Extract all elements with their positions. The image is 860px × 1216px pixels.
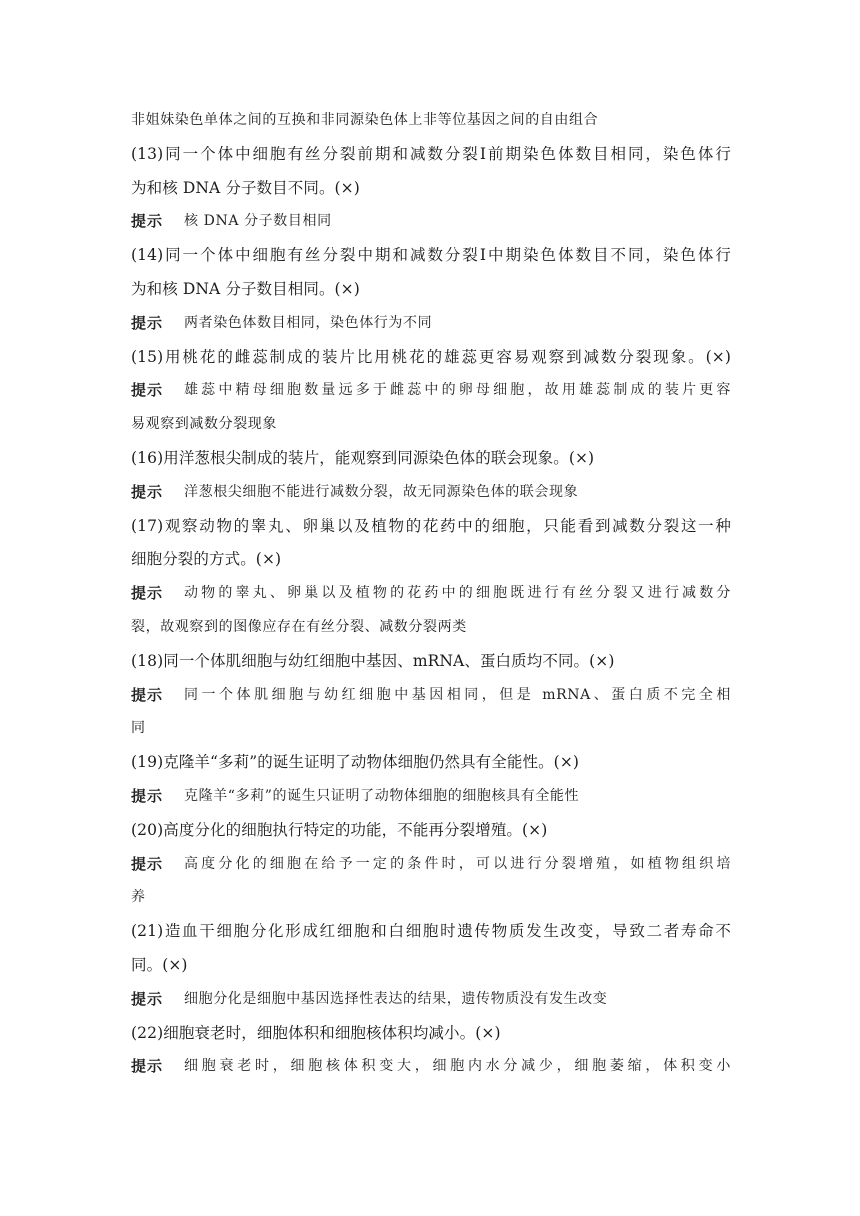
- hint-label: 提示: [131, 989, 164, 1008]
- question-line: [131, 138, 731, 172]
- hint-line: [131, 374, 731, 408]
- hint-label: 提示: [131, 482, 164, 501]
- question-text: 细胞分裂的方式。(×): [131, 550, 282, 569]
- question-line: [131, 239, 731, 273]
- hint-line: [131, 983, 731, 1017]
- hint-line: [131, 205, 731, 239]
- hint-label: 提示: [131, 212, 164, 231]
- hint-line: [131, 679, 731, 713]
- question-text: 同。(×): [131, 955, 188, 974]
- hint-text: 细胞分化是细胞中基因选择性表达的结果，遗传物质没有发生改变: [184, 990, 608, 1007]
- hint-text: 非姐妹染色单体之间的互换和非同源染色体上非等位基因之间的自由组合: [131, 112, 599, 128]
- question-line: [131, 949, 731, 983]
- hint-text: 细胞衰老时，细胞核体积变大，细胞内水分减少，细胞萎缩，体积变小: [184, 1058, 731, 1075]
- hint-continuation-line: [131, 881, 731, 915]
- question-text: (17)观察动物的睾丸、卵巢以及植物的花药中的细胞，只能看到减数分裂这一种: [131, 516, 731, 535]
- question-text: (18)同一个体肌细胞与幼红细胞中基因、mRNA、蛋白质均不同。(×): [131, 651, 615, 670]
- question-text: (21)造血干细胞分化形成红细胞和白细胞时遗传物质发生改变，导致二者寿命不: [131, 922, 731, 941]
- question-text: (14)同一个体中细胞有丝分裂中期和减数分裂Ⅰ中期染色体数目不同，染色体行: [131, 246, 731, 265]
- question-text: (20)高度分化的细胞执行特定的功能，不能再分裂增殖。(×): [131, 820, 548, 839]
- question-line: [131, 645, 731, 679]
- hint-text: 养: [131, 889, 146, 906]
- hint-text: 核 DNA 分子数目相同: [184, 213, 332, 230]
- hint-text: 雄蕊中精母细胞数量远多于雌蕊中的卵母细胞，故用雄蕊制成的装片更容: [184, 382, 731, 399]
- question-text: (19)克隆羊“多莉”的诞生证明了动物体细胞仍然具有全能性。(×): [131, 753, 580, 772]
- question-text: 为和核 DNA 分子数目相同。(×): [131, 279, 360, 298]
- hint-continuation-line: [131, 104, 731, 138]
- question-line: [131, 543, 731, 577]
- hint-line: [131, 476, 731, 510]
- question-text: (22)细胞衰老时，细胞体积和细胞核体积均减小。(×): [131, 1023, 501, 1042]
- question-line: [131, 1017, 731, 1051]
- hint-line: [131, 780, 731, 814]
- hint-line: [131, 577, 731, 611]
- hint-label: 提示: [131, 786, 164, 805]
- hint-continuation-line: [131, 408, 731, 442]
- question-line: [131, 746, 731, 780]
- question-text: (13)同一个体中细胞有丝分裂前期和减数分裂Ⅰ前期染色体数目相同，染色体行: [131, 144, 731, 163]
- hint-text: 高度分化的细胞在给予一定的条件时，可以进行分裂增殖，如植物组织培: [184, 855, 731, 872]
- question-line: [131, 442, 731, 476]
- hint-text: 两者染色体数目相同，染色体行为不同: [184, 314, 433, 331]
- hint-line: [131, 307, 731, 341]
- question-text: (16)用洋葱根尖制成的装片，能观察到同源染色体的联会现象。(×): [131, 448, 595, 467]
- hint-label: 提示: [131, 685, 164, 704]
- hint-label: 提示: [131, 381, 164, 400]
- hint-label: 提示: [131, 584, 164, 603]
- hint-text: 洋葱根尖细胞不能进行减数分裂，故无同源染色体的联会现象: [184, 483, 579, 500]
- hint-text: 动物的睾丸、卵巢以及植物的花药中的细胞既进行有丝分裂又进行减数分: [184, 585, 731, 602]
- question-line: [131, 510, 731, 544]
- hint-line: [131, 1050, 731, 1084]
- hint-text: 同: [131, 720, 146, 737]
- question-line: [131, 172, 731, 206]
- hint-line: [131, 848, 731, 882]
- hint-label: 提示: [131, 854, 164, 873]
- question-line: [131, 814, 731, 848]
- hint-text: 克隆羊“多莉”的诞生只证明了动物体细胞的细胞核具有全能性: [184, 787, 580, 804]
- question-line: [131, 273, 731, 307]
- question-line: [131, 341, 731, 375]
- hint-continuation-line: [131, 712, 731, 746]
- hint-label: 提示: [131, 1057, 164, 1076]
- hint-continuation-line: [131, 611, 731, 645]
- hint-text: 裂，故观察到的图像应存在有丝分裂、减数分裂两类: [131, 618, 467, 635]
- hint-text: 同一个体肌细胞与幼红细胞中基因相同，但是 mRNA、蛋白质不完全相: [184, 686, 731, 703]
- hint-text: 易观察到减数分裂现象: [131, 416, 277, 433]
- question-text: (15)用桃花的雌蕊制成的装片比用桃花的雄蕊更容易观察到减数分裂现象。(×): [131, 347, 731, 366]
- hint-label: 提示: [131, 313, 164, 332]
- question-text: 为和核 DNA 分子数目不同。(×): [131, 178, 360, 197]
- question-line: [131, 915, 731, 949]
- document-body: [131, 104, 731, 1084]
